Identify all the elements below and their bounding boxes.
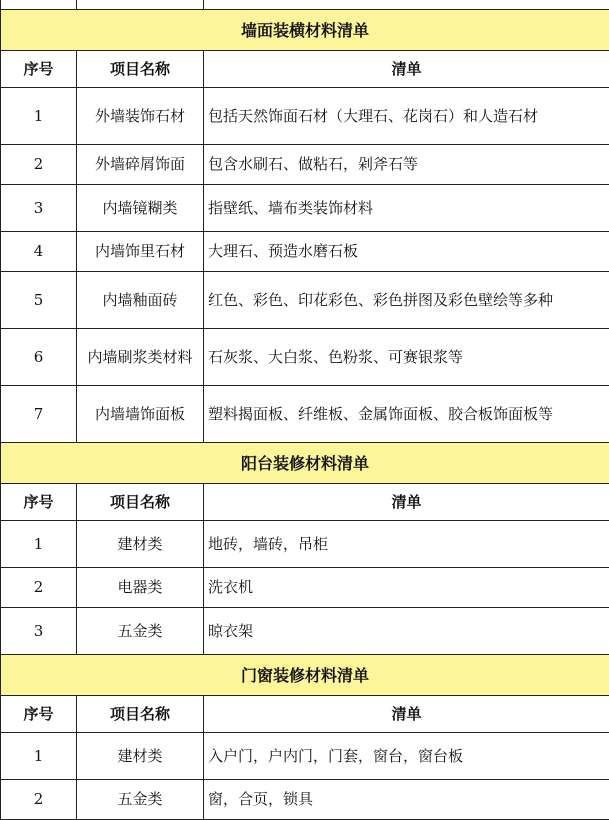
section-title: 门窗装修材料清单 (1, 655, 609, 696)
table-row (1, 185, 609, 232)
section-title-row (1, 655, 609, 696)
row-no: 3 (1, 608, 77, 655)
header-no: 序号 (1, 484, 77, 521)
header-row (1, 51, 609, 88)
table-row (1, 232, 609, 272)
header-no: 序号 (1, 696, 77, 733)
table-row (1, 386, 609, 443)
row-list: 窗，合页，锁具 (204, 780, 609, 820)
header-row (1, 484, 609, 521)
row-no: 3 (1, 185, 77, 232)
row-no: 1 (1, 88, 77, 145)
row-name: 内墙墙饰面板 (77, 386, 204, 443)
table-row (1, 733, 609, 780)
row-name: 外墙碎屑饰面 (77, 145, 204, 185)
row-list: 石灰浆、大白浆、色粉浆、可赛银浆等 (204, 329, 609, 386)
table-row (1, 88, 609, 145)
section-title: 阳台装修材料清单 (1, 443, 609, 484)
table-row (1, 272, 609, 329)
row-no: 2 (1, 568, 77, 608)
row-no: 5 (1, 272, 77, 329)
row-name: 内墙刷浆类材料 (77, 329, 204, 386)
row-name: 五金类 (77, 780, 204, 820)
row-list: 红色、彩色、印花彩色、彩色拼图及彩色壁绘等多种 (204, 272, 609, 329)
table-row (1, 608, 609, 655)
row-name: 建材类 (77, 733, 204, 780)
header-no: 序号 (1, 51, 77, 88)
row-no: 7 (1, 386, 77, 443)
row-no: 1 (1, 733, 77, 780)
row-list: 入户门，户内门，门套，窗台，窗台板 (204, 733, 609, 780)
row-name: 内墙镜糊类 (77, 185, 204, 232)
row-no: 4 (1, 232, 77, 272)
row-name: 五金类 (77, 608, 204, 655)
section-title-row (1, 443, 609, 484)
row-no: 1 (1, 521, 77, 568)
row-no: 2 (1, 780, 77, 820)
row-name: 建材类 (77, 521, 204, 568)
header-name: 项目名称 (77, 696, 204, 733)
header-list: 清单 (204, 696, 609, 733)
row-list: 晾衣架 (204, 608, 609, 655)
row-name: 外墙装饰石材 (77, 88, 204, 145)
table-top-edge (1, 0, 609, 10)
row-no: 6 (1, 329, 77, 386)
table-row (1, 521, 609, 568)
row-list: 指壁纸、墙布类装饰材料 (204, 185, 609, 232)
table-row (1, 780, 609, 820)
row-name: 内墙釉面砖 (77, 272, 204, 329)
header-list: 清单 (204, 484, 609, 521)
section-title: 墙面装横材料清单 (1, 10, 609, 51)
row-list: 包含水刷石、做粘石，剁斧石等 (204, 145, 609, 185)
row-list: 包括天然饰面石材（大理石、花岗石）和人造石材 (204, 88, 609, 145)
row-list: 塑料揭面板、纤维板、金属饰面板、胶合板饰面板等 (204, 386, 609, 443)
row-no: 2 (1, 145, 77, 185)
table-row (1, 329, 609, 386)
section-title-row (1, 10, 609, 51)
header-row (1, 696, 609, 733)
table-row (1, 145, 609, 185)
row-list: 大理石、预造水磨石板 (204, 232, 609, 272)
table-row (1, 568, 609, 608)
header-list: 清单 (204, 51, 609, 88)
row-name: 内墙饰里石材 (77, 232, 204, 272)
header-name: 项目名称 (77, 484, 204, 521)
row-name: 电器类 (77, 568, 204, 608)
row-list: 洗衣机 (204, 568, 609, 608)
header-name: 项目名称 (77, 51, 204, 88)
row-list: 地砖，墙砖，吊柜 (204, 521, 609, 568)
